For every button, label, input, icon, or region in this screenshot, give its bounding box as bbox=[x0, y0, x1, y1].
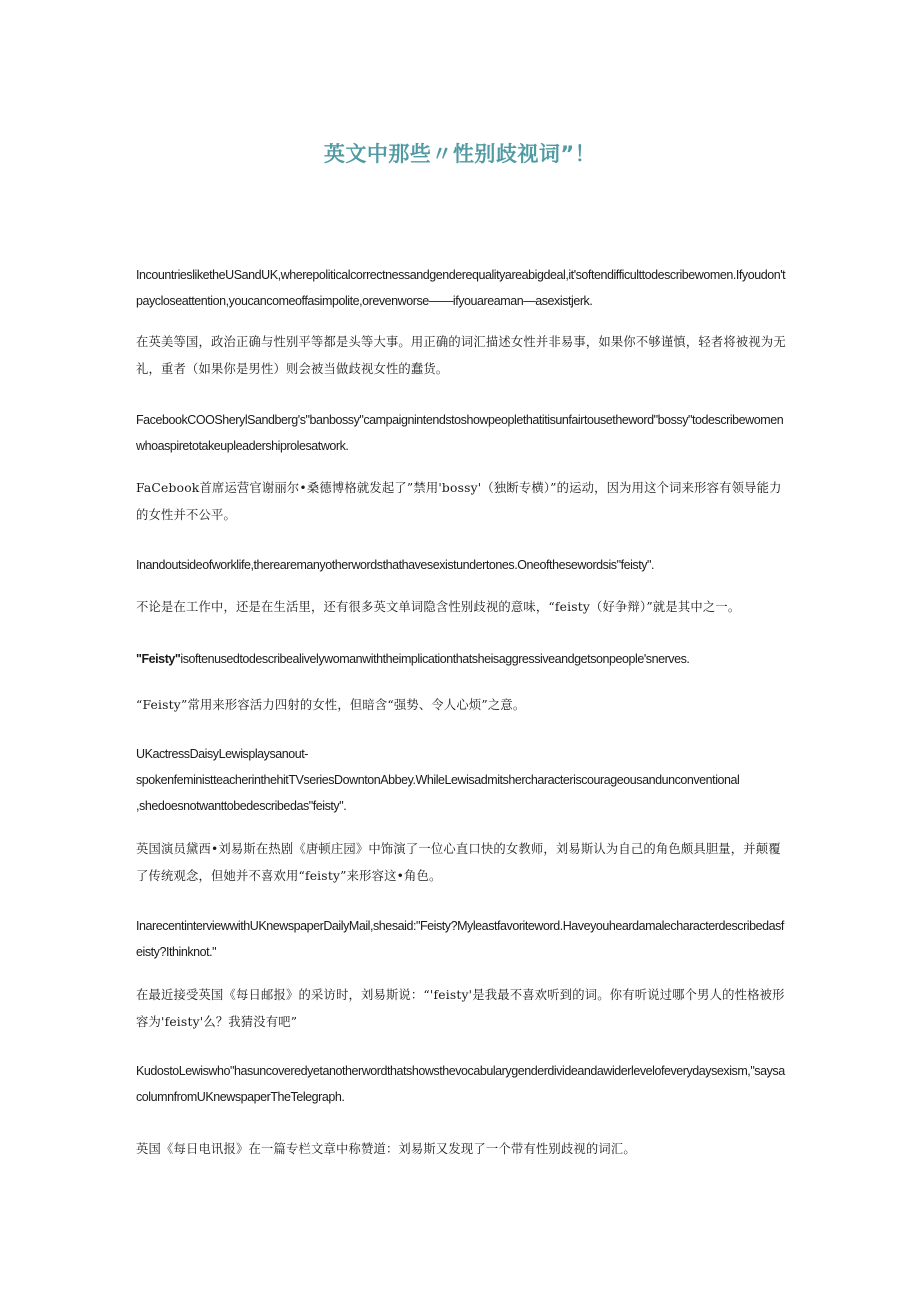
paragraph-en-7: KudostoLewiswho"hasuncoveredyetanotherwordthatshowsthevocabularygenderdivideandawiderlevelofeverydaysexism,"saysacolumnfromUKnewspaperTheTelegraph. bbox=[136, 1064, 785, 1104]
paragraph-zh-7: 英国《每日电讯报》在一篇专栏文章中称赞道：刘易斯又发现了一个带有性别歧视的词汇。 bbox=[136, 1142, 636, 1156]
paragraph-en-4 bbox=[136, 646, 786, 672]
paragraph-zh-6: 在最近接受英国《每日邮报》的采访时，刘易斯说：“'feisty'是我最不喜欢听到的词。你有听说过哪个男人的性格被形容为'feisty'么？我猜没有吧” bbox=[136, 988, 785, 1029]
paragraph-en-1: IncountriesliketheUSandUK,wherepoliticalcorrectnessandgenderequalityareabigdeal,it'softendifficulttodescribewomen.Ifyoudon'tpaycloseattention,youcancomeoffasimpolite,orevenworse——ifyouareaman—asexistjerk. bbox=[136, 268, 786, 308]
paragraph-en-5 bbox=[136, 741, 786, 819]
paragraph-zh-1: 在英美等国，政治正确与性别平等都是头等大事。用正确的词汇描述女性并非易事，如果你不够谨慎，轻者将被视为无礼，重者（如果你是男性）则会被当做歧视女性的蠢货。 bbox=[136, 335, 786, 376]
paragraph-en-3: Inandoutsideofworklife,therearemanyotherwordsthathavesexistundertones.Oneofthesewordsis"feisty". bbox=[136, 558, 655, 572]
paragraph-en-5-line-1: UKactressDaisyLewisplaysanout- bbox=[136, 747, 308, 761]
page-title: 英文中那些〃性别歧视词”！ bbox=[323, 142, 597, 167]
paragraph-en-2: FacebookCOOSherylSandberg's"banbossy"campaignintendstoshowpeoplethatitisunfairtousetheword"bossy"todescribewomenwhoaspiretotakeupleadershiprolesatwork. bbox=[136, 413, 784, 453]
bold-term: "Feisty" bbox=[136, 652, 181, 666]
paragraph-en-5-line-3: ,shedoesnotwanttobedescribedas"feisty". bbox=[136, 799, 347, 813]
paragraph-en-6: InarecentinterviewwithUKnewspaperDailyMail,shesaid:"Feisty?Myleastfavoriteword.Haveyouheardamalecharacterdescribedasfeisty?Ithinknot." bbox=[136, 919, 784, 959]
paragraph-zh-4: “Feisty”常用来形容活力四射的女性，但暗含“强势、令人心烦”之意。 bbox=[136, 698, 526, 712]
paragraph-zh-5: 英国演员黛西•刘易斯在热剧《唐顿庄园》中饰演了一位心直口快的女教师，刘易斯认为自己的角色颇具胆量，并颠覆了传统观念，但她并不喜欢用“feisty”来形容这•角色。 bbox=[136, 842, 781, 883]
paragraph-en-4-text: isoftenusedtodescribealivelywomanwiththeimplicationthatsheisaggressiveandgetsonpeople'snerves. bbox=[180, 652, 690, 666]
paragraph-zh-2: FaCebook首席运营官谢丽尔•桑德博格就发起了”禁用'bossy'（独断专横）”的运动，因为用这个词来形容有领导能力的女性并不公平。 bbox=[136, 481, 782, 522]
paragraph-en-5-line-2: spokenfeministteacherinthehitTVseriesDowntonAbbey.WhileLewisadmitshercharacteriscourageousandunconventional bbox=[136, 773, 740, 787]
paragraph-zh-3: 不论是在工作中，还是在生活里，还有很多英文单词隐含性别歧视的意味，“feisty（好争辩）”就是其中之一。 bbox=[136, 600, 741, 614]
